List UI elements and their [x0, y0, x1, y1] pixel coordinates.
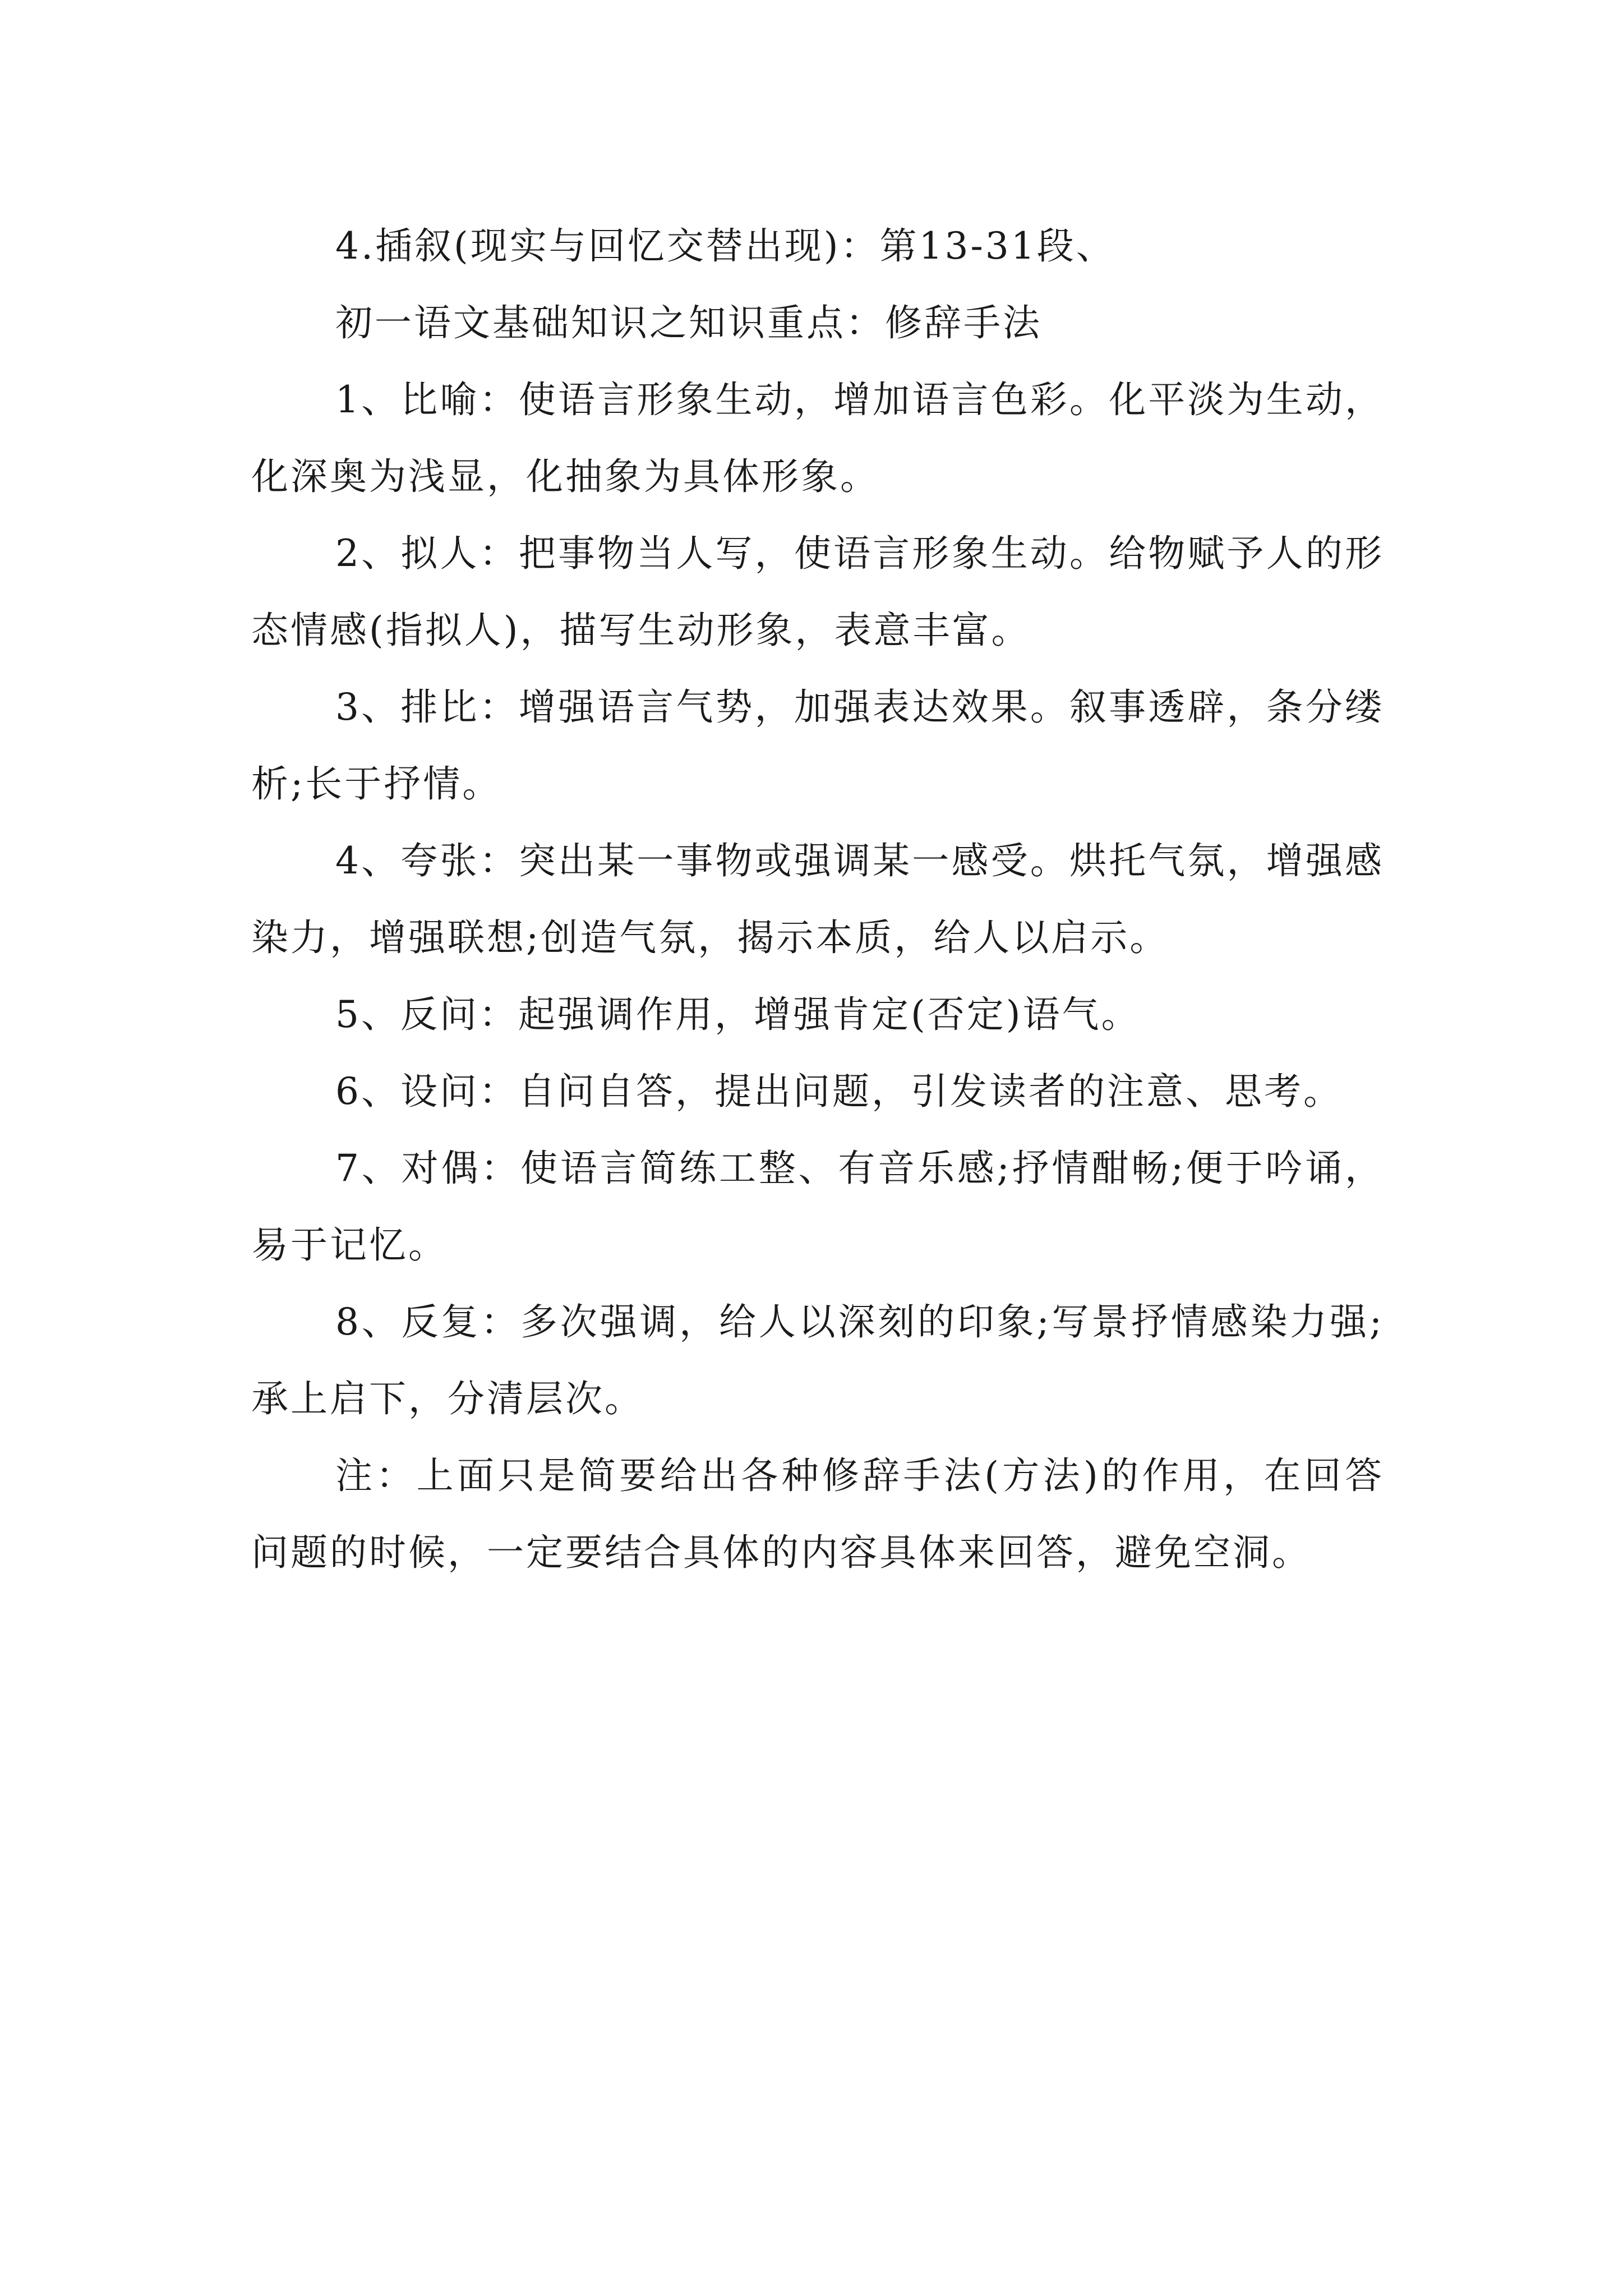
- paragraph-self-answered-question: 6、设问：自问自答，提出问题，引发读者的注意、思考。: [335, 1070, 1343, 1113]
- paragraph-metaphor: 1、比喻：使语言形象生动，增加语言色彩。化平淡为生动，化深奥为浅显，化抽象为具体形象。: [251, 378, 1384, 498]
- paragraph-personification: 2、拟人：把事物当人写，使语言形象生动。给物赋予人的形态情感(指拟人)，描写生动形象，表意丰富。: [251, 532, 1384, 652]
- document-body: [251, 208, 1384, 1591]
- section-heading-rhetoric: 初一语文基础知识之知识重点：修辞手法: [335, 301, 1042, 344]
- paragraph-antithesis: 7、对偶：使语言简练工整、有音乐感;抒情酣畅;便于吟诵，易于记忆。: [251, 1147, 1384, 1267]
- paragraph-insertion-narrative: 4.插叙(现实与回忆交替出现)：第13-31段、: [335, 224, 1115, 268]
- paragraph-parallelism: 3、排比：增强语言气势，加强表达效果。叙事透辟，条分缕析;长于抒情。: [251, 685, 1384, 806]
- paragraph-hyperbole: 4、夸张：突出某一事物或强调某一感受。烘托气氛，增强感染力，增强联想;创造气氛，揭示本质，给人以启示。: [251, 839, 1384, 959]
- paragraph-note: 注：上面只是简要给出各种修辞手法(方法)的作用，在回答问题的时候，一定要结合具体的内容具体来回答，避免空洞。: [251, 1454, 1384, 1574]
- paragraph-rhetorical-question: 5、反问：起强调作用，增强肯定(否定)语气。: [335, 993, 1141, 1036]
- paragraph-repetition: 8、反复：多次强调，给人以深刻的印象;写景抒情感染力强;承上启下，分清层次。: [251, 1300, 1384, 1420]
